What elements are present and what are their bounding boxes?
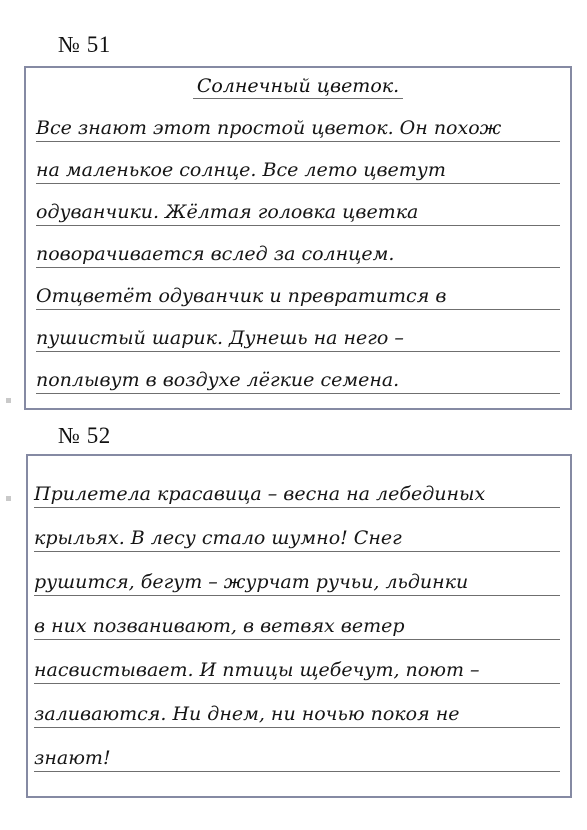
exercise-51-box: [24, 66, 572, 410]
text-line: крыльях. В лесу стало шумно! Снег: [34, 526, 560, 552]
text-line: поворачивается вслед за солнцем.: [36, 242, 560, 268]
text-line: Отцветёт одуванчик и превратится в: [36, 284, 560, 310]
exercise-number-51: № 51: [58, 32, 111, 57]
text-line: на маленькое солнце. Все лето цветут: [36, 158, 560, 184]
scan-artifact: [6, 496, 11, 501]
exercise-number-52: № 52: [58, 423, 111, 448]
exercise-52-box: [26, 454, 572, 798]
text-title: [26, 74, 570, 98]
text-line: насвистывает. И птицы щебечут, поют –: [34, 658, 560, 684]
text-line: одуванчики. Жёлтая головка цветка: [36, 200, 560, 226]
scan-artifact: [6, 398, 11, 403]
text-line: знают!: [34, 746, 560, 772]
text-title-label: Солнечный цветок.: [193, 75, 403, 99]
text-line: в них позванивают, в ветвях ветер: [34, 614, 560, 640]
text-line: заливаются. Ни днем, ни ночью покоя не: [34, 702, 560, 728]
text-line: поплывут в воздухе лёгкие семена.: [36, 368, 560, 394]
text-line: пушистый шарик. Дунешь на него –: [36, 326, 560, 352]
text-line: рушится, бегут – журчат ручьи, льдинки: [34, 570, 560, 596]
text-line: Прилетела красавица – весна на лебединых: [34, 482, 560, 508]
text-line: Все знают этот простой цветок. Он похож: [36, 116, 560, 142]
